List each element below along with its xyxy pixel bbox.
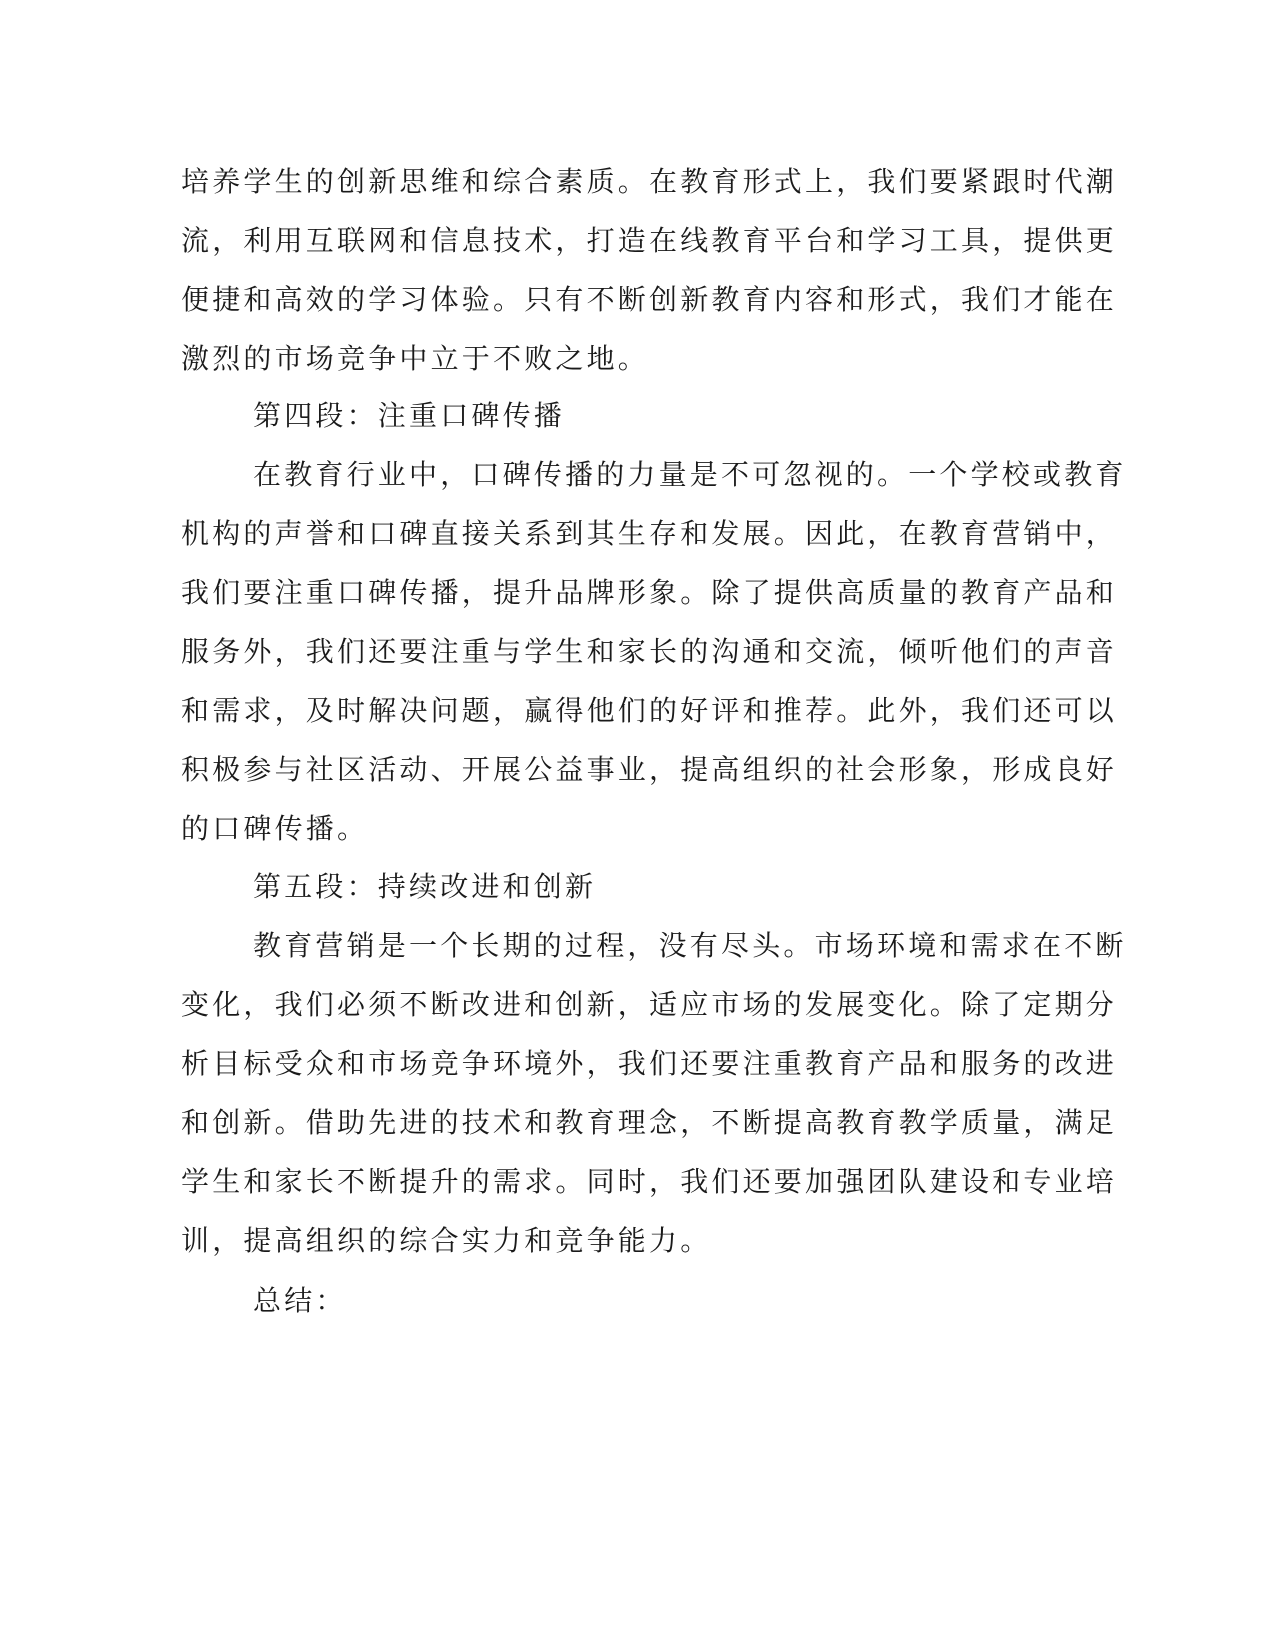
paragraph-line: 的口碑传播。 [181,812,369,845]
paragraph-line: 训，提高组织的综合实力和竞争能力。 [181,1224,712,1257]
section-heading-5: 第五段：持续改进和创新 [253,870,597,903]
paragraph-line: 服务外，我们还要注重与学生和家长的沟通和交流，倾听他们的声音 [181,635,1118,668]
paragraph-line: 学生和家长不断提升的需求。同时，我们还要加强团队建设和专业培 [181,1165,1118,1198]
section-heading-4: 第四段：注重口碑传播 [253,399,566,432]
paragraph-line: 流，利用互联网和信息技术，打造在线教育平台和学习工具，提供更 [181,224,1118,257]
paragraph-line: 变化，我们必须不断改进和创新，适应市场的发展变化。除了定期分 [181,988,1118,1021]
paragraph-line: 培养学生的创新思维和综合素质。在教育形式上，我们要紧跟时代潮 [181,165,1118,198]
paragraph-line: 在教育行业中，口碑传播的力量是不可忽视的。一个学校或教育 [253,458,1127,491]
paragraph-line: 和创新。借助先进的技术和教育理念，不断提高教育教学质量，满足 [181,1106,1118,1139]
paragraph-line: 我们要注重口碑传播，提升品牌形象。除了提供高质量的教育产品和 [181,576,1118,609]
paragraph-line: 激烈的市场竞争中立于不败之地。 [181,342,650,375]
paragraph-line: 教育营销是一个长期的过程，没有尽头。市场环境和需求在不断 [253,929,1127,962]
paragraph-line: 积极参与社区活动、开展公益事业，提高组织的社会形象，形成良好 [181,753,1118,786]
paragraph-line: 机构的声誉和口碑直接关系到其生存和发展。因此，在教育营销中， [181,517,1118,550]
paragraph-line: 析目标受众和市场竞争环境外，我们还要注重教育产品和服务的改进 [181,1047,1118,1080]
summary-label: 总结： [253,1284,347,1317]
paragraph-line: 便捷和高效的学习体验。只有不断创新教育内容和形式，我们才能在 [181,283,1118,316]
paragraph-line: 和需求，及时解决问题，赢得他们的好评和推荐。此外，我们还可以 [181,694,1118,727]
